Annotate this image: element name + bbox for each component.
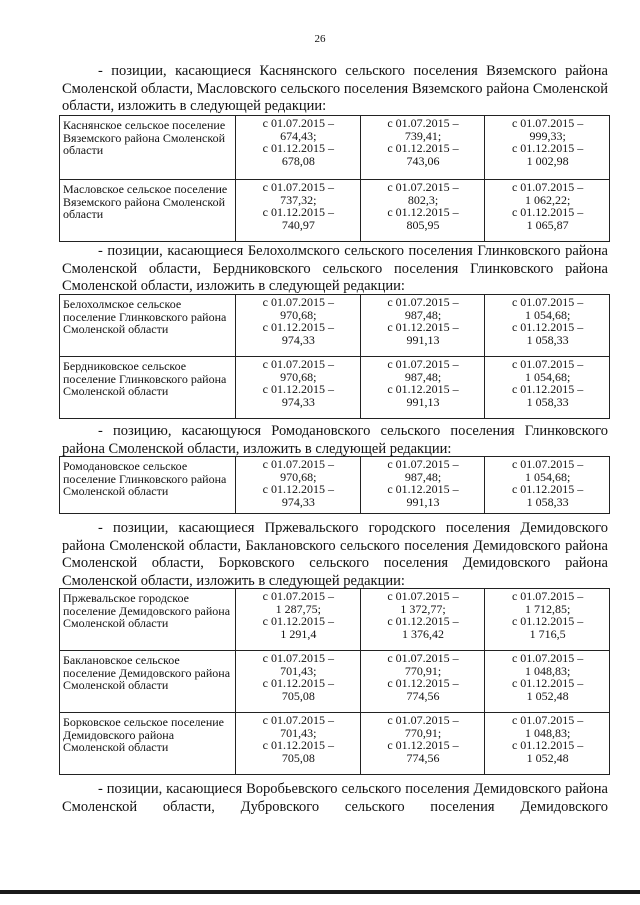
rate-cell: с 01.07.2015 – 970,68; с 01.12.2015 – 974,33 [236,457,361,514]
table-row [60,589,610,651]
rate-cell: с 01.07.2015 – 970,68; с 01.12.2015 – 974,33 [236,357,361,419]
rate-cell: с 01.07.2015 – 1 712,85; с 01.12.2015 – 1 716,5 [485,589,610,651]
rate-cell: с 01.07.2015 – 1 048,83; с 01.12.2015 – 1 052,48 [485,713,610,775]
rate-table [59,588,610,775]
table-row [60,457,610,514]
rate-cell: с 01.07.2015 – 737,32; с 01.12.2015 – 740,97 [236,180,361,242]
rate-cell: с 01.07.2015 – 970,68; с 01.12.2015 – 974,33 [236,295,361,357]
table-row [60,116,610,180]
section-intro: - позиции, касающиеся Белохолмского сельского поселения Глинковского района Смоленской области, Бердниковского сельского поселения Глинковского района Смоленской области, изложить в следующей редакции: [62,243,608,294]
rate-cell: с 01.07.2015 – 1 062,22; с 01.12.2015 – 1 065,87 [485,180,610,242]
rate-cell: с 01.07.2015 – 802,3; с 01.12.2015 – 805,95 [360,180,485,242]
rate-table [59,456,610,514]
table-row [60,713,610,775]
closing-paragraph: - позиции, касающиеся Воробьевского сельского поселения Демидовского района Смоленской области, Дубровского сельского поселения Демидовского [62,781,608,815]
section-intro: - позиции, касающиеся Каснянского сельского поселения Вяземского района Смоленской области, Масловского сельского поселения Вяземского района Смоленской области, изложить в следующей редакции: [62,63,608,114]
rate-cell: с 01.07.2015 – 1 054,68; с 01.12.2015 – 1 058,33 [485,295,610,357]
rate-cell: с 01.07.2015 – 1 054,68; с 01.12.2015 – 1 058,33 [485,457,610,514]
rate-cell: с 01.07.2015 – 1 054,68; с 01.12.2015 – 1 058,33 [485,357,610,419]
rate-cell: с 01.07.2015 – 770,91; с 01.12.2015 – 774,56 [360,713,485,775]
rate-cell: с 01.07.2015 – 701,43; с 01.12.2015 – 705,08 [236,651,361,713]
table-row [60,357,610,419]
rate-table [59,115,610,242]
page-number: 26 [314,33,326,45]
settlement-name: Белохолмское сельское поселение Глинковского района Смоленской области [60,295,236,357]
rate-cell: с 01.07.2015 – 770,91; с 01.12.2015 – 774,56 [360,651,485,713]
rate-cell: с 01.07.2015 – 987,48; с 01.12.2015 – 991,13 [360,357,485,419]
rate-cell: с 01.07.2015 – 1 048,83; с 01.12.2015 – 1 052,48 [485,651,610,713]
settlement-name: Масловское сельское поселение Вяземского района Смоленской области [60,180,236,242]
scan-edge-bar [0,890,640,894]
rate-cell: с 01.07.2015 – 739,41; с 01.12.2015 – 743,06 [360,116,485,180]
section-intro: - позиции, касающиеся Пржевальского городского поселения Демидовского района Смоленской области, Баклановского сельского поселения Демидовского района Смоленской области, Борковского сельского поселения Демидовского района Смоленской области, изложить в следующей редакции: [62,520,608,589]
table-row [60,651,610,713]
settlement-name: Баклановское сельское поселение Демидовского района Смоленской области [60,651,236,713]
rate-cell: с 01.07.2015 – 674,43; с 01.12.2015 – 678,08 [236,116,361,180]
rate-table [59,294,610,419]
settlement-name: Борковское сельское поселение Демидовского района Смоленской области [60,713,236,775]
rate-cell: с 01.07.2015 – 701,43; с 01.12.2015 – 705,08 [236,713,361,775]
rate-cell: с 01.07.2015 – 1 287,75; с 01.12.2015 – 1 291,4 [236,589,361,651]
settlement-name: Каснянское сельское поселение Вяземского района Смоленской области [60,116,236,180]
settlement-name: Ромодановское сельское поселение Глинковского района Смоленской области [60,457,236,514]
rate-cell: с 01.07.2015 – 999,33; с 01.12.2015 – 1 002,98 [485,116,610,180]
rate-cell: с 01.07.2015 – 987,48; с 01.12.2015 – 991,13 [360,295,485,357]
settlement-name: Бердниковское сельское поселение Глинковского района Смоленской области [60,357,236,419]
section-intro: - позицию, касающуюся Ромодановского сельского поселения Глинковского района Смоленской области, изложить в следующей редакции: [62,423,608,457]
table-row [60,295,610,357]
rate-cell: с 01.07.2015 – 1 372,77; с 01.12.2015 – 1 376,42 [360,589,485,651]
table-row [60,180,610,242]
rate-cell: с 01.07.2015 – 987,48; с 01.12.2015 – 991,13 [360,457,485,514]
settlement-name: Пржевальское городское поселение Демидовского района Смоленской области [60,589,236,651]
